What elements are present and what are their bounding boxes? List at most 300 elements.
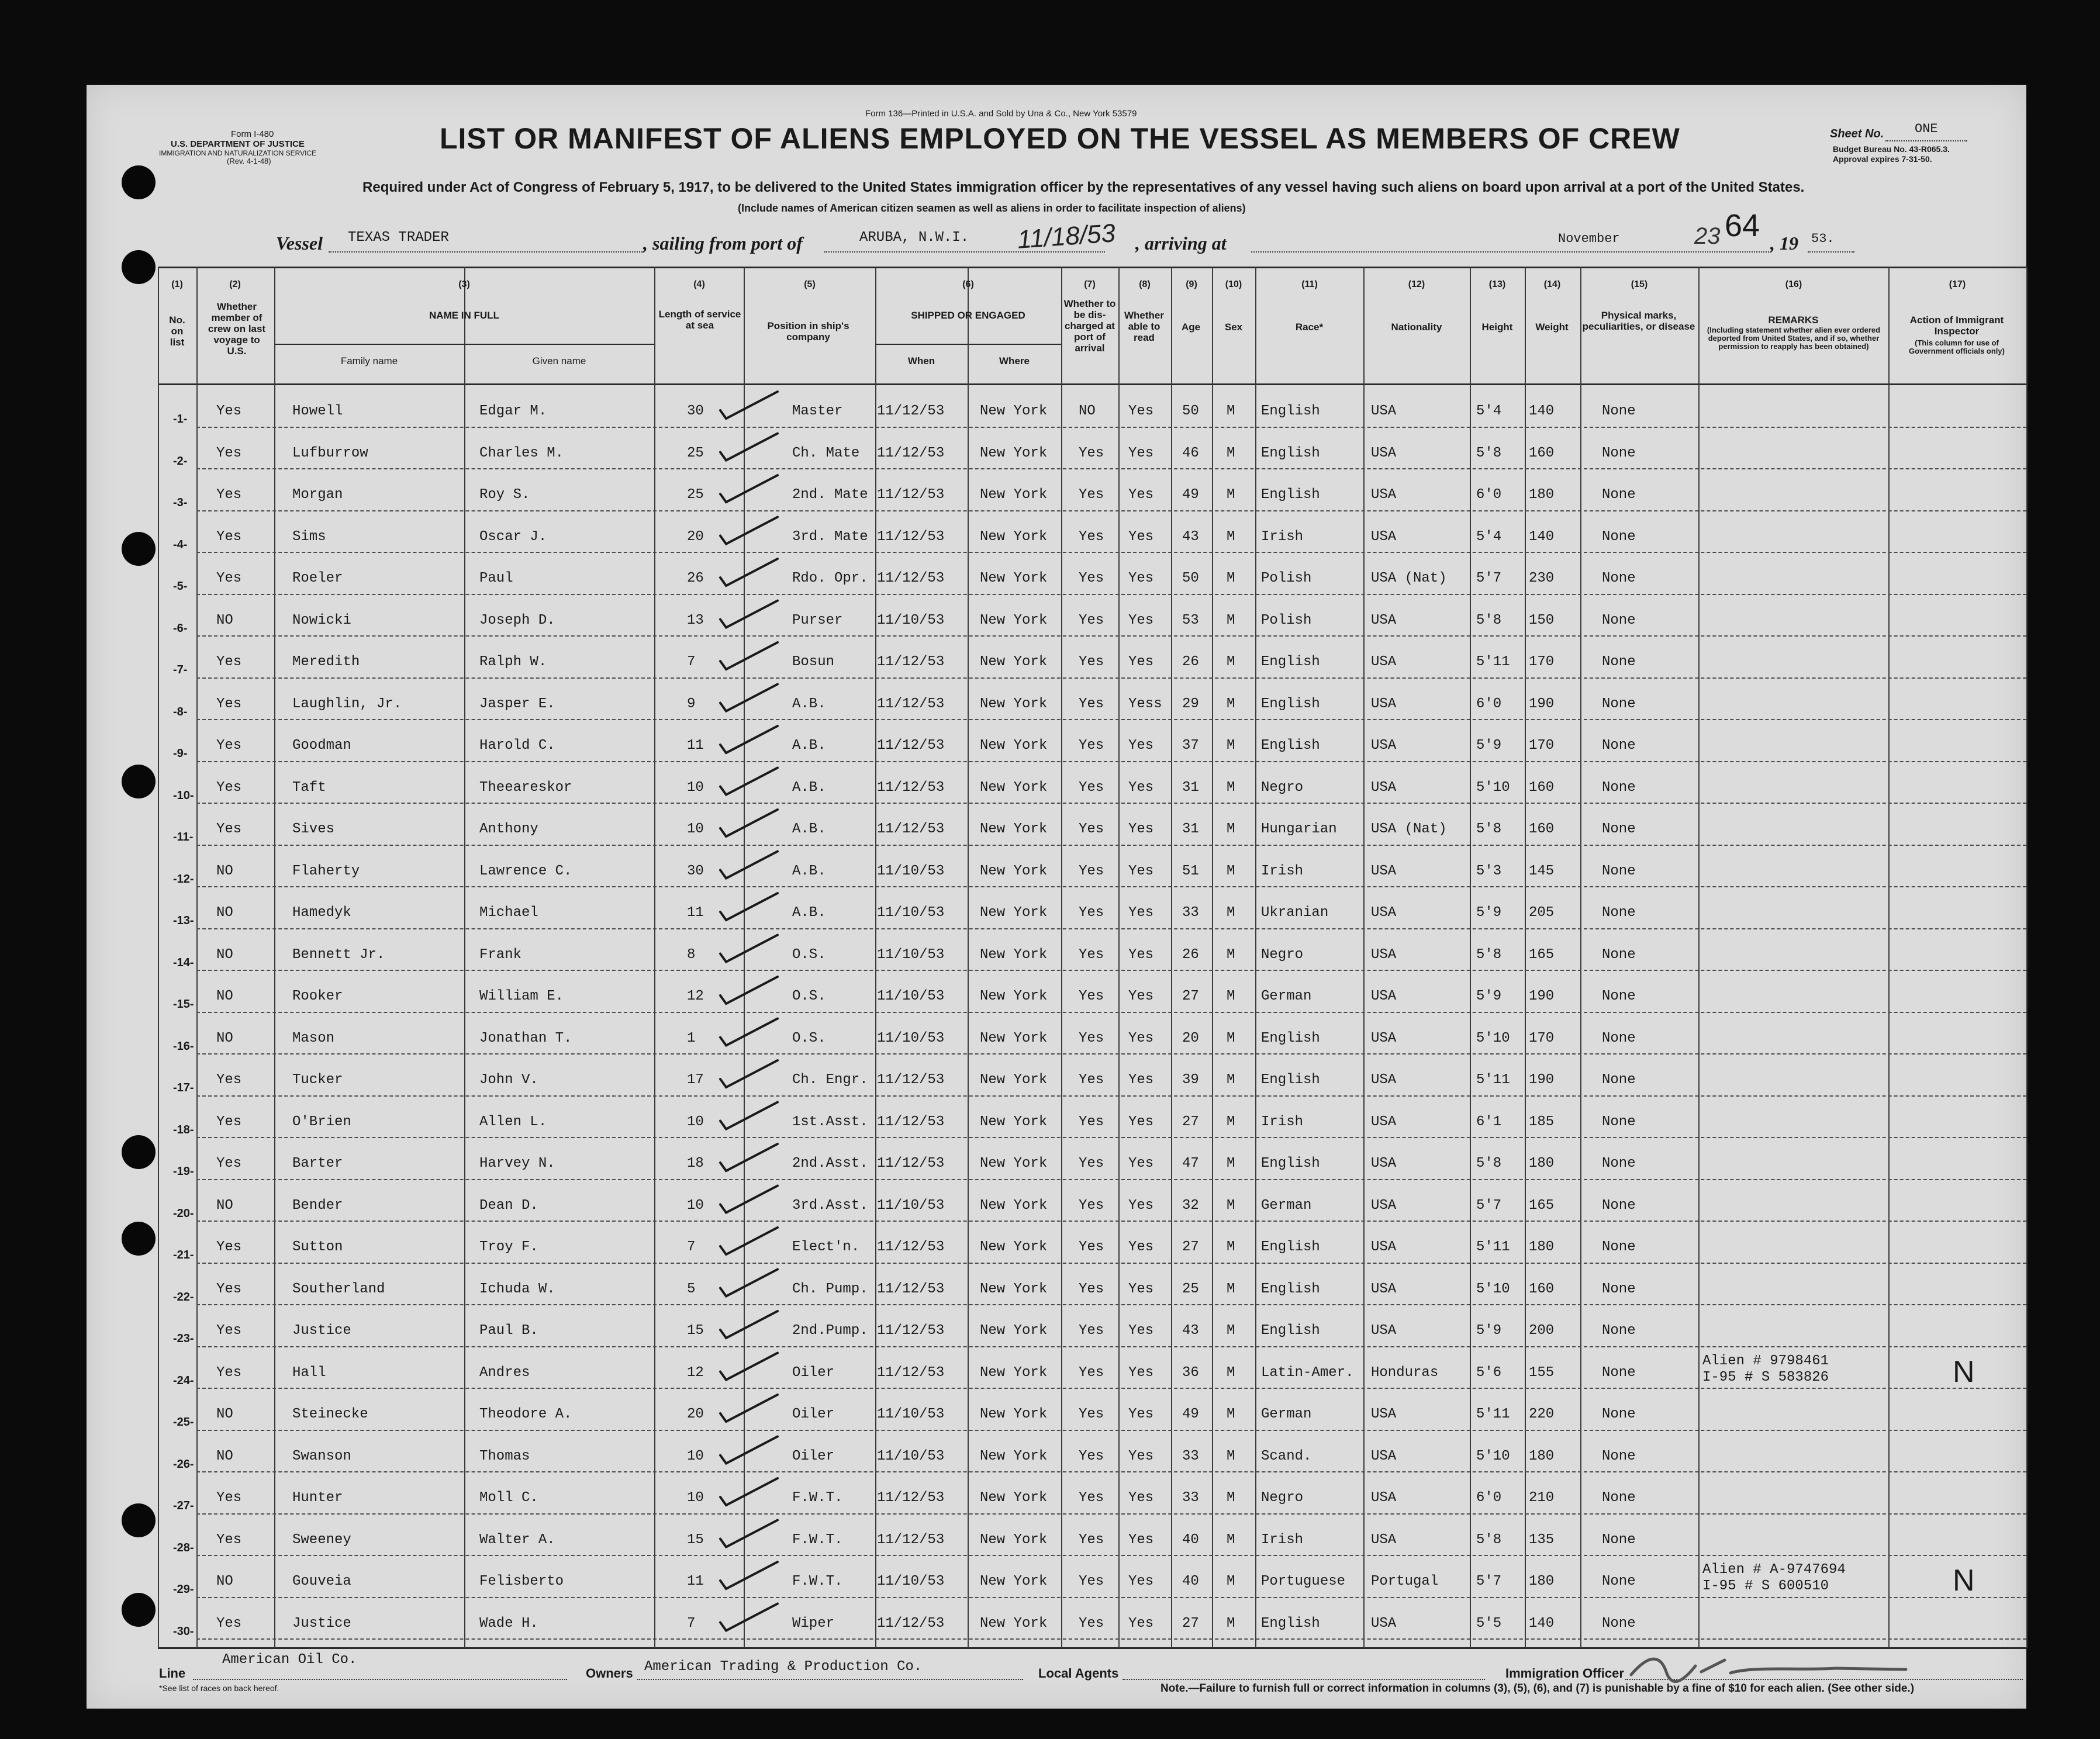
nationality: USA <box>1371 738 1397 753</box>
column-rule <box>1212 267 1213 1648</box>
punch-hole <box>122 1135 156 1169</box>
family-name: Steinecke <box>292 1406 368 1422</box>
nationality: Portugal <box>1371 1574 1439 1589</box>
height: 5'11 <box>1476 1406 1510 1422</box>
discharged-at-port: Yes <box>1079 654 1104 670</box>
nationality: USA <box>1371 779 1397 796</box>
weight: 210 <box>1529 1490 1555 1506</box>
given-name: Paul <box>479 571 513 586</box>
shipped-when: 11/10/53 <box>877 946 945 963</box>
header-remarks: REMARKS <box>1768 314 1819 326</box>
length-of-service: 30 <box>687 403 704 419</box>
family-name: Roeler <box>292 571 343 586</box>
shipped-when: 11/10/53 <box>877 988 945 1004</box>
length-of-service: 5 <box>687 1281 696 1297</box>
position: 2nd.Pump. <box>792 1323 868 1339</box>
physical-marks: None <box>1602 1574 1636 1589</box>
column-number: (3) <box>458 279 470 289</box>
able-to-read: Yes <box>1128 988 1154 1004</box>
arrival-field <box>1251 251 1771 253</box>
able-to-read: Yes <box>1128 1281 1154 1297</box>
physical-marks: None <box>1602 403 1636 419</box>
family-name: Morgan <box>292 487 343 503</box>
sex: M <box>1227 1448 1235 1464</box>
member-last-voyage: Yes <box>216 1490 242 1506</box>
sex: M <box>1227 1531 1235 1548</box>
age: 36 <box>1182 1364 1199 1381</box>
column-rule <box>1525 267 1526 1648</box>
family-name: Bender <box>292 1197 343 1214</box>
given-name: Theodore A. <box>479 1406 572 1422</box>
row-number: -29- <box>173 1583 194 1596</box>
nationality: USA <box>1371 1406 1397 1422</box>
nationality: USA <box>1371 403 1397 419</box>
length-of-service: 11 <box>687 1574 704 1589</box>
line-label: Line <box>159 1666 186 1681</box>
vessel-field <box>329 251 644 253</box>
row-number: -10- <box>173 789 194 802</box>
shipped-when: 11/10/53 <box>877 1448 945 1464</box>
length-of-service: 26 <box>687 571 704 586</box>
able-to-read: Yes <box>1128 445 1154 461</box>
shipped-when: 11/12/53 <box>877 1323 945 1339</box>
family-name: Hall <box>292 1364 326 1381</box>
row-rule <box>196 1346 2026 1347</box>
race: Hungarian <box>1261 821 1337 837</box>
race: English <box>1261 1239 1320 1255</box>
sex: M <box>1227 1615 1235 1631</box>
shipped-when: 11/12/53 <box>877 571 945 586</box>
sex: M <box>1227 1197 1235 1214</box>
physical-marks: None <box>1602 738 1636 753</box>
department: U.S. DEPARTMENT OF JUSTICE <box>171 139 305 149</box>
row-rule <box>196 677 2026 679</box>
length-of-service: 10 <box>687 779 704 796</box>
able-to-read: Yes <box>1128 1531 1154 1548</box>
row-rule <box>196 1095 2026 1097</box>
physical-marks: None <box>1602 821 1636 837</box>
able-to-read: Yes <box>1128 612 1154 628</box>
column-rule <box>464 267 465 1648</box>
able-to-read: Yess <box>1128 696 1162 712</box>
age: 27 <box>1182 988 1199 1004</box>
sex: M <box>1227 571 1235 586</box>
shipped-where: New York <box>980 403 1048 419</box>
stamp-number: 64 <box>1725 208 1760 243</box>
row-rule <box>196 510 2026 511</box>
column-rule <box>1470 267 1471 1648</box>
discharged-at-port: Yes <box>1079 487 1104 503</box>
race: English <box>1261 403 1320 419</box>
member-last-voyage: Yes <box>216 528 242 545</box>
given-name: Jonathan T. <box>479 1030 572 1046</box>
member-last-voyage: Yes <box>216 738 242 753</box>
row-rule <box>196 552 2026 553</box>
race: Irish <box>1261 1114 1304 1130</box>
column-number: (13) <box>1488 279 1506 289</box>
column-rule <box>968 267 969 1648</box>
family-name: Justice <box>292 1615 351 1631</box>
family-name: Sutton <box>292 1239 343 1255</box>
physical-marks: None <box>1602 946 1636 963</box>
length-of-service: 10 <box>687 1448 704 1464</box>
weight: 230 <box>1529 571 1555 586</box>
nationality: USA <box>1371 1239 1397 1255</box>
weight: 170 <box>1529 654 1555 670</box>
member-last-voyage: NO <box>216 946 233 963</box>
row-number: -6- <box>173 621 188 635</box>
sheet-number: ONE <box>1915 122 1938 136</box>
weight: 205 <box>1529 905 1555 921</box>
age: 37 <box>1182 738 1199 753</box>
position: A.B. <box>792 821 826 837</box>
position: Ch. Mate <box>792 445 860 461</box>
position: A.B. <box>792 863 826 879</box>
row-number: -15- <box>173 998 194 1011</box>
row-rule <box>196 761 2026 762</box>
height: 5'8 <box>1476 612 1502 628</box>
shipped-where: New York <box>980 863 1048 879</box>
member-last-voyage: NO <box>216 1448 233 1464</box>
row-rule <box>196 719 2026 720</box>
column-rule <box>875 267 876 1648</box>
length-of-service: 12 <box>687 1364 704 1381</box>
member-last-voyage: NO <box>216 905 233 921</box>
weight: 160 <box>1529 445 1555 461</box>
given-name: Felisberto <box>479 1574 564 1589</box>
race: English <box>1261 1323 1320 1339</box>
discharged-at-port: Yes <box>1079 571 1104 586</box>
header-age: Age <box>1181 321 1201 333</box>
position: F.W.T. <box>792 1490 843 1506</box>
nationality: USA <box>1371 1072 1397 1088</box>
nationality: USA <box>1371 1197 1397 1214</box>
year-field <box>1808 251 1854 253</box>
member-last-voyage: Yes <box>216 1615 242 1631</box>
shipped-when: 11/12/53 <box>877 1281 945 1297</box>
able-to-read: Yes <box>1128 1615 1154 1631</box>
inspector-action-mark: N <box>1953 1564 1975 1598</box>
weight: 160 <box>1529 779 1555 796</box>
sex: M <box>1227 528 1235 545</box>
discharged-at-port: Yes <box>1079 1197 1104 1214</box>
physical-marks: None <box>1602 1030 1636 1046</box>
arriving-label: , arriving at <box>1135 233 1227 254</box>
column-rule <box>196 267 198 1648</box>
nationality: USA <box>1371 1156 1397 1171</box>
row-number: -3- <box>173 496 188 509</box>
able-to-read: Yes <box>1128 1448 1154 1464</box>
row-rule <box>196 1012 2026 1013</box>
shipped-when: 11/10/53 <box>877 1574 945 1589</box>
age: 29 <box>1182 696 1199 712</box>
sex: M <box>1227 1364 1235 1381</box>
physical-marks: None <box>1602 863 1636 879</box>
given-name: Wade H. <box>479 1615 538 1631</box>
member-last-voyage: Yes <box>216 445 242 461</box>
nationality: Honduras <box>1371 1364 1439 1381</box>
position: Purser <box>792 612 843 628</box>
punch-hole <box>122 1593 156 1627</box>
column-rule <box>274 267 275 1648</box>
weight: 150 <box>1529 612 1555 628</box>
row-rule <box>196 1430 2026 1431</box>
physical-marks: None <box>1602 988 1636 1004</box>
race: English <box>1261 1156 1320 1171</box>
row-rule <box>196 1137 2026 1138</box>
member-last-voyage: Yes <box>216 696 242 712</box>
row-rule <box>196 845 2026 846</box>
race: English <box>1261 654 1320 670</box>
race: English <box>1261 1615 1320 1631</box>
physical-marks: None <box>1602 1239 1636 1255</box>
shipped-where: New York <box>980 946 1048 963</box>
inspector-action-mark: N <box>1953 1354 1975 1389</box>
given-name: William E. <box>479 988 564 1004</box>
family-name: Flaherty <box>292 863 360 879</box>
sex: M <box>1227 905 1235 921</box>
shipped-when: 11/10/53 <box>877 1197 945 1214</box>
column-number: (1) <box>171 279 183 289</box>
length-of-service: 12 <box>687 988 704 1004</box>
family-name: O'Brien <box>292 1114 351 1130</box>
race: English <box>1261 1072 1320 1088</box>
discharged-at-port: Yes <box>1079 779 1104 796</box>
officer-signature <box>1625 1648 1929 1683</box>
weight: 135 <box>1529 1531 1555 1548</box>
member-last-voyage: NO <box>216 1406 233 1422</box>
shipped-where: New York <box>980 612 1048 628</box>
family-name: Barter <box>292 1156 343 1171</box>
discharged-at-port: Yes <box>1079 1364 1104 1381</box>
form-number: Form I-480 <box>231 129 274 139</box>
member-last-voyage: Yes <box>216 487 242 503</box>
shipped-when: 11/12/53 <box>877 1364 945 1381</box>
race: German <box>1261 988 1312 1004</box>
row-number: -12- <box>173 872 194 886</box>
discharged-at-port: Yes <box>1079 1156 1104 1171</box>
length-of-service: 18 <box>687 1156 704 1171</box>
physical-marks: None <box>1602 1448 1636 1464</box>
height: 5'8 <box>1476 946 1502 963</box>
race: English <box>1261 445 1320 461</box>
row-number: -30- <box>173 1624 194 1638</box>
punch-hole <box>122 250 156 284</box>
line-field <box>193 1679 567 1680</box>
row-rule <box>196 1555 2026 1556</box>
row-rule <box>196 1513 2026 1515</box>
race: Negro <box>1261 946 1304 963</box>
weight: 220 <box>1529 1406 1555 1422</box>
header-name-in-full: NAME IN FULL <box>429 310 499 321</box>
arrival-year: 53. <box>1811 231 1835 246</box>
position: Wiper <box>792 1615 835 1631</box>
weight: 190 <box>1529 696 1555 712</box>
member-last-voyage: NO <box>216 1197 233 1214</box>
member-last-voyage: NO <box>216 863 233 879</box>
departure-port: ARUBA, N.W.I. <box>859 230 969 246</box>
row-number: -26- <box>173 1457 194 1471</box>
nationality: USA <box>1371 988 1397 1004</box>
able-to-read: Yes <box>1128 863 1154 879</box>
family-name: Hunter <box>292 1490 343 1506</box>
position: A.B. <box>792 905 826 921</box>
row-rule <box>196 1471 2026 1472</box>
sex: M <box>1227 612 1235 628</box>
physical-marks: None <box>1602 654 1636 670</box>
member-last-voyage: Yes <box>216 1531 242 1548</box>
position: A.B. <box>792 779 826 796</box>
row-rule <box>196 1221 2026 1222</box>
row-number: -22- <box>173 1290 194 1304</box>
discharged-at-port: Yes <box>1079 1448 1104 1464</box>
family-name: Sweeney <box>292 1531 351 1548</box>
physical-marks: None <box>1602 779 1636 796</box>
height: 5'11 <box>1476 1072 1510 1088</box>
discharged-at-port: Yes <box>1079 738 1104 753</box>
race: English <box>1261 1281 1320 1297</box>
able-to-read: Yes <box>1128 1239 1154 1255</box>
discharged-at-port: Yes <box>1079 946 1104 963</box>
shipped-when: 11/12/53 <box>877 403 945 419</box>
shipped-when: 11/12/53 <box>877 738 945 753</box>
sheet-field <box>1885 140 1967 141</box>
length-of-service: 11 <box>687 738 704 753</box>
race: Irish <box>1261 1531 1304 1548</box>
length-of-service: 20 <box>687 528 704 545</box>
position: 1st.Asst. <box>792 1114 868 1130</box>
height: 5'4 <box>1476 403 1502 419</box>
shipped-when: 11/12/53 <box>877 1114 945 1130</box>
shipped-where: New York <box>980 1114 1048 1130</box>
agents-label: Local Agents <box>1038 1666 1119 1681</box>
length-of-service: 15 <box>687 1323 704 1339</box>
height: 5'7 <box>1476 1197 1502 1214</box>
given-name: Jasper E. <box>479 696 555 712</box>
given-name: John V. <box>479 1072 538 1088</box>
sex: M <box>1227 1114 1235 1130</box>
race: English <box>1261 738 1320 753</box>
age: 33 <box>1182 1448 1199 1464</box>
able-to-read: Yes <box>1128 1030 1154 1046</box>
row-number: -11- <box>173 831 194 843</box>
family-name: Meredith <box>292 654 360 670</box>
physical-marks: None <box>1602 1323 1636 1339</box>
shipped-when: 11/12/53 <box>877 654 945 670</box>
year-label: , 19 <box>1770 233 1798 254</box>
able-to-read: Yes <box>1128 403 1154 419</box>
discharged-at-port: Yes <box>1079 1239 1104 1255</box>
discharged-at-port: Yes <box>1079 1030 1104 1046</box>
discharged-at-port: Yes <box>1079 863 1104 879</box>
arrival-month: November <box>1558 231 1620 246</box>
sex: M <box>1227 654 1235 670</box>
shipped-where: New York <box>980 1448 1048 1464</box>
age: 27 <box>1182 1239 1199 1255</box>
row-rule <box>196 970 2026 971</box>
row-number: -16- <box>173 1039 194 1053</box>
discharged-at-port: Yes <box>1079 1615 1104 1631</box>
printer-line: Form 136—Printed in U.S.A. and Sold by Una & Co., New York 53579 <box>865 109 1137 119</box>
punch-hole <box>122 165 156 199</box>
nationality: USA <box>1371 487 1397 503</box>
remarks: I-95 # S 600510 <box>1702 1578 1829 1594</box>
shipped-where: New York <box>980 1239 1048 1255</box>
weight: 165 <box>1529 946 1555 963</box>
row-rule <box>196 1263 2026 1264</box>
family-name: Nowicki <box>292 612 351 628</box>
discharged-at-port: Yes <box>1079 1531 1104 1548</box>
remarks: Alien # A-9747694 <box>1702 1562 1846 1578</box>
position: Ch. Pump. <box>792 1281 868 1297</box>
shipped-when: 11/10/53 <box>877 1406 945 1422</box>
family-name: Hamedyk <box>292 905 351 921</box>
race: Polish <box>1261 571 1312 586</box>
header-weight: Weight <box>1535 321 1569 333</box>
nationality: USA <box>1371 1323 1397 1339</box>
position: 3rd.Asst. <box>792 1197 868 1214</box>
row-number: -13- <box>173 914 194 927</box>
position: 3rd. Mate <box>792 528 868 545</box>
able-to-read: Yes <box>1128 1114 1154 1130</box>
given-name: Theeareskor <box>479 779 572 796</box>
member-last-voyage: NO <box>216 988 233 1004</box>
header-no-on-list: No. on list <box>169 314 185 348</box>
physical-marks: None <box>1602 612 1636 628</box>
row-number: -23- <box>173 1332 194 1345</box>
row-number: -21- <box>173 1249 194 1261</box>
header-physical-marks: Physical marks, peculiarities, or disease <box>1582 310 1695 332</box>
able-to-read: Yes <box>1128 779 1154 796</box>
shipped-when: 11/12/53 <box>877 1239 945 1255</box>
race: Portuguese <box>1261 1574 1346 1589</box>
able-to-read: Yes <box>1128 571 1154 586</box>
column-number: (12) <box>1408 279 1425 289</box>
member-last-voyage: Yes <box>216 779 242 796</box>
able-to-read: Yes <box>1128 821 1154 837</box>
able-to-read: Yes <box>1128 1197 1154 1214</box>
nationality: USA <box>1371 1615 1397 1631</box>
length-of-service: 11 <box>687 905 704 921</box>
discharged-at-port: Yes <box>1079 1114 1104 1130</box>
page-title: LIST OR MANIFEST OF ALIENS EMPLOYED ON THE VESSEL AS MEMBERS OF CREW <box>440 122 1680 155</box>
shipped-when: 11/12/53 <box>877 445 945 461</box>
able-to-read: Yes <box>1128 1490 1154 1506</box>
given-name: Dean D. <box>479 1197 538 1214</box>
nationality: USA <box>1371 1448 1397 1464</box>
sex: M <box>1227 1239 1235 1255</box>
sex: M <box>1227 487 1235 503</box>
sex: M <box>1227 946 1235 963</box>
nationality: USA <box>1371 696 1397 712</box>
discharged-at-port: Yes <box>1079 1490 1104 1506</box>
row-number: -2- <box>173 454 188 468</box>
age: 49 <box>1182 1406 1199 1422</box>
shipped-where: New York <box>980 1490 1048 1506</box>
able-to-read: Yes <box>1128 1406 1154 1422</box>
race: English <box>1261 696 1320 712</box>
header-when: When <box>907 355 935 367</box>
weight: 170 <box>1529 738 1555 753</box>
position: Elect'n. <box>792 1239 860 1255</box>
age: 53 <box>1182 612 1199 628</box>
age: 26 <box>1182 946 1199 963</box>
able-to-read: Yes <box>1128 1323 1154 1339</box>
position: Oiler <box>792 1364 835 1381</box>
officer-label: Immigration Officer <box>1505 1666 1624 1681</box>
physical-marks: None <box>1602 1406 1636 1422</box>
header-nationality: Nationality <box>1391 321 1442 333</box>
